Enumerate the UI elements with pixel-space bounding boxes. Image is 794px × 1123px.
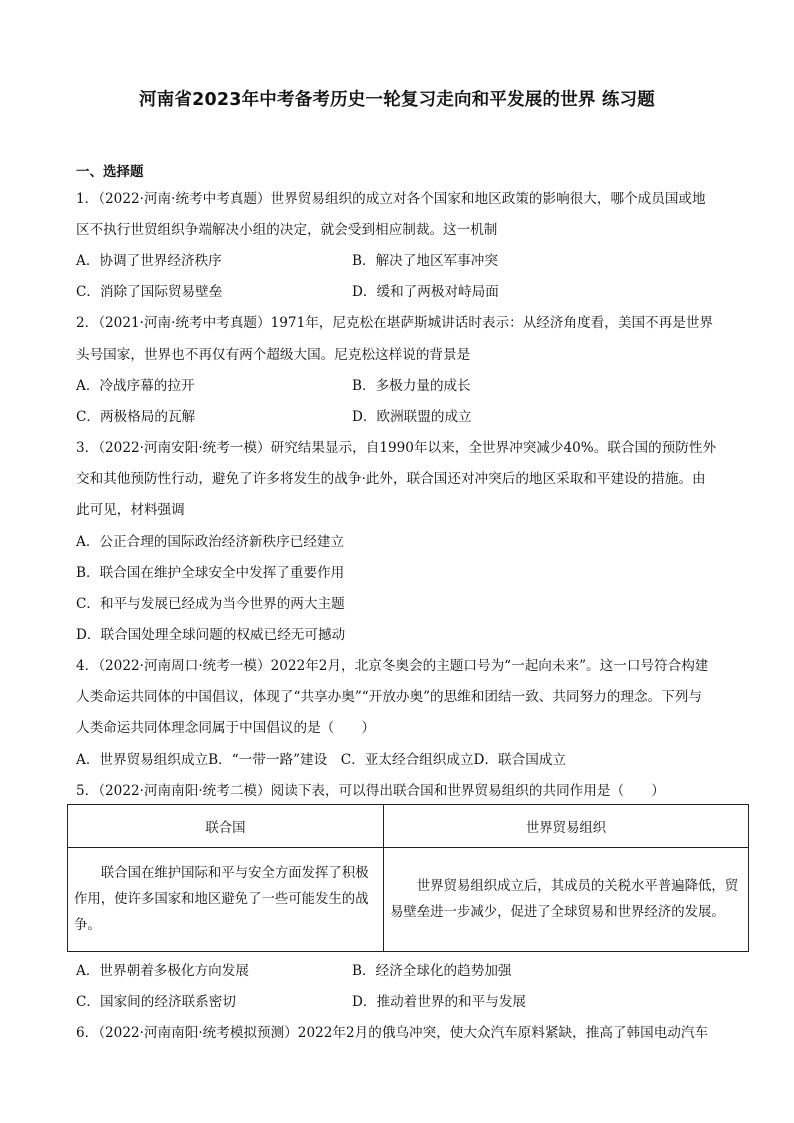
question-6-line-1: 6．（2022·河南南阳·统考模拟预测）2022年2月的俄乌冲突，使大众汽车原料紧缺，推高了韩国电动汽车 <box>76 1025 709 1041</box>
question-4-options: A．世界贸易组织成立B．“一带一路”建设 C．亚太经合组织成立D．联合国成立 <box>76 752 567 768</box>
question-3-option-d: D．联合国处理全球问题的权威已经无可撼动 <box>76 627 346 643</box>
table-header-wto: 世界贸易组织 <box>384 805 749 848</box>
question-3-line-1: 3．（2022·河南安阳·统考一模）研究结果显示，自1990年以来，全世界冲突减少40%。联合国的预防性外 <box>76 440 717 456</box>
question-3-option-c: C．和平与发展已经成为当今世界的两大主题 <box>76 596 345 612</box>
table-cell-wto: 世界贸易组织成立后，其成员的关税水平普遍降低，贸易壁垒进一步减少，促进了全球贸易和世界经济的发展。 <box>384 848 749 952</box>
question-2-option-c: C．两极格局的瓦解 <box>76 409 196 425</box>
page-title: 河南省2023年中考备考历史一轮复习走向和平发展的世界 练习题 <box>139 90 655 110</box>
question-2-line-2: 头号国家，世界也不再仅有两个超级大国。尼克松这样说的背景是 <box>76 347 471 363</box>
question-1-line-2: 区不执行世贸组织争端解决小组的决定，就会受到相应制裁。这一机制 <box>76 222 498 238</box>
section-heading: 一、选择题 <box>76 164 144 180</box>
question-3-option-a: A．公正合理的国际政治经济新秩序已经建立 <box>76 534 345 550</box>
question-5-line-1: 5．（2022·河南南阳·统考二模）阅读下表，可以得出联合国和世界贸易组织的共同作用是（ ） <box>76 783 665 799</box>
question-4-line-1: 4．（2022·河南周口·统考一模）2022年2月，北京冬奥会的主题口号为“一起向未来”。这一口号符合构建 <box>76 658 709 674</box>
question-2-option-a: A．冷战序幕的拉开 <box>76 378 195 394</box>
question-5-option-c: C．国家间的经济联系密切 <box>76 994 236 1010</box>
question-5-option-b: B．经济全球化的趋势加强 <box>352 963 512 979</box>
question-2-option-d: D．欧洲联盟的成立 <box>352 409 472 425</box>
question-1-option-b: B．解决了地区军事冲突 <box>352 253 498 269</box>
comparison-table <box>67 804 749 952</box>
question-5-option-a: A．世界朝着多极化方向发展 <box>76 963 249 979</box>
question-3-line-2: 交和其他预防性行动，避免了许多将发生的战争·此外，联合国还对冲突后的地区采取和平建设的措施。由 <box>76 471 706 487</box>
question-1-line-1: 1．（2022·河南·统考中考真题）世界贸易组织的成立对各个国家和地区政策的影响很大，哪个成员国或地 <box>76 191 706 207</box>
question-1-option-a: A．协调了世界经济秩序 <box>76 253 222 269</box>
question-3-option-b: B．联合国在维护全球安全中发挥了重要作用 <box>76 565 345 581</box>
question-2-option-b: B．多极力量的成长 <box>352 378 471 394</box>
question-4-line-3: 人类命运共同体理念同属于中国倡议的是（ ） <box>76 720 376 736</box>
question-1-option-d: D．缓和了两极对峙局面 <box>352 284 499 300</box>
question-4-line-2: 人类命运共同体的中国倡议，体现了“共享办奥”“开放办奥”的思维和团结一致、共同努力的理念。下列与 <box>76 689 702 705</box>
table-header-un: 联合国 <box>68 805 384 848</box>
question-5-option-d: D．推动着世界的和平与发展 <box>352 994 527 1010</box>
question-2-line-1: 2．（2021·河南·统考中考真题）1971年，尼克松在堪萨斯城讲话时表示：从经济角度看，美国不再是世界 <box>76 315 714 331</box>
question-1-option-c: C．消除了国际贸易壁垒 <box>76 284 223 300</box>
question-3-line-3: 此可见，材料强调 <box>76 502 185 518</box>
table-cell-un: 联合国在维护国际和平与安全方面发挥了积极作用，使许多国家和地区避免了一些可能发生的战争。 <box>68 848 384 952</box>
